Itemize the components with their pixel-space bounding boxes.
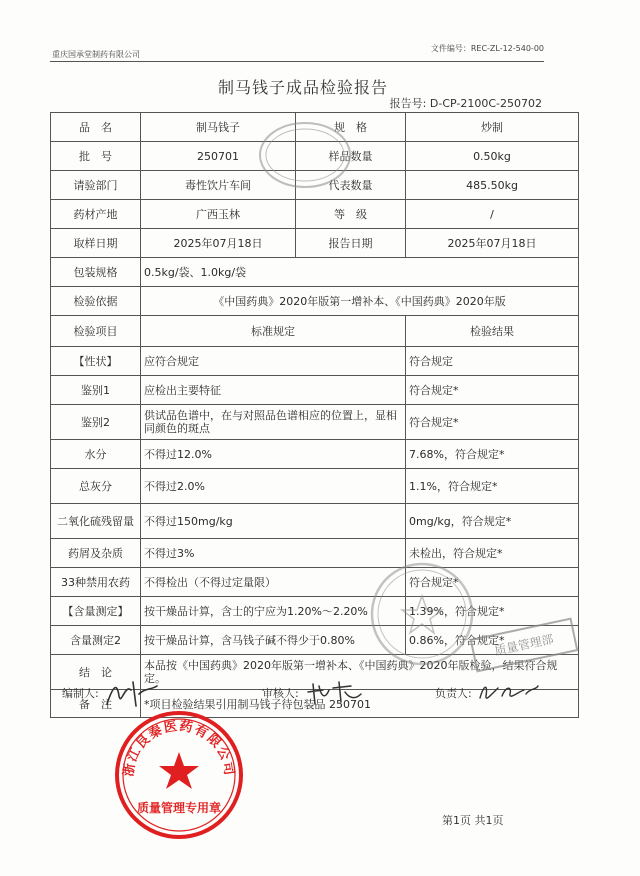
info-label: 取样日期 xyxy=(51,229,141,258)
info-value: 炒制 xyxy=(406,113,579,142)
seal-company-text: 浙江艮秦医药有限公司 xyxy=(121,719,237,778)
test-row xyxy=(51,504,579,539)
responsible-signature xyxy=(476,678,542,706)
test-row xyxy=(51,440,579,469)
info-value: 485.50kg xyxy=(406,171,579,200)
spec-label: 检验依据 xyxy=(51,287,141,316)
test-item: 含量测定2 xyxy=(51,626,141,655)
test-row xyxy=(51,376,579,405)
info-value: 250701 xyxy=(141,142,296,171)
tests-header-result: 检验结果 xyxy=(406,316,579,347)
test-standard: 不得过150mg/kg xyxy=(141,504,406,539)
faint-oval-stamp xyxy=(255,118,355,193)
company-name: 重庆国承堂制药有限公司 xyxy=(52,50,140,59)
test-item: 鉴别1 xyxy=(51,376,141,405)
info-value: / xyxy=(406,200,579,229)
test-standard: 按干燥品计算，含士的宁应为1.20%～2.20% xyxy=(141,597,406,626)
test-item: 【性状】 xyxy=(51,347,141,376)
faint-round-stamp xyxy=(368,560,476,668)
test-result: 7.68%，符合规定* xyxy=(406,440,579,469)
test-result: 0mg/kg，符合规定* xyxy=(406,504,579,539)
prepared-by-signature xyxy=(103,676,163,712)
conclusion-label: 结 论 xyxy=(51,655,141,690)
test-standard: 应符合规定 xyxy=(141,347,406,376)
test-result: 符合规定 xyxy=(406,347,579,376)
header-rule xyxy=(50,61,544,62)
test-item: 鉴别2 xyxy=(51,405,141,440)
info-label: 批 号 xyxy=(51,142,141,171)
test-standard: 按干燥品计算，含马钱子碱不得少于0.80% xyxy=(141,626,406,655)
info-label: 样品数量 xyxy=(296,142,406,171)
info-label: 等 级 xyxy=(296,200,406,229)
test-item: 33种禁用农药 xyxy=(51,568,141,597)
quality-dept-stamp: 质量管理部 xyxy=(470,618,579,673)
test-item: 【含量测定】 xyxy=(51,597,141,626)
star-icon xyxy=(159,752,199,789)
test-result: 符合规定* xyxy=(406,376,579,405)
test-row xyxy=(51,597,579,626)
test-standard: 应检出主要特征 xyxy=(141,376,406,405)
test-item: 药屑及杂质 xyxy=(51,539,141,568)
report-title: 制马钱子成品检验报告 xyxy=(217,78,388,97)
conclusion-text: 本品按《中国药典》2020年版第一增补本、《中国药典》2020年版检验，结果符合规定。 xyxy=(141,655,579,690)
test-row xyxy=(51,469,579,504)
test-result: 0.86%，符合规定* xyxy=(406,626,579,655)
test-item: 水分 xyxy=(51,440,141,469)
test-standard: 不得过3% xyxy=(141,539,406,568)
test-standard: 不得过2.0% xyxy=(141,469,406,504)
test-row xyxy=(51,539,579,568)
info-label: 药材产地 xyxy=(51,200,141,229)
info-label: 请验部门 xyxy=(51,171,141,200)
tests-header-standard: 标准规定 xyxy=(141,316,406,347)
test-item: 总灰分 xyxy=(51,469,141,504)
spec-value: 0.5kg/袋、1.0kg/袋 xyxy=(141,258,579,287)
prepared-by-label: 编制人: xyxy=(62,687,99,700)
report-number: 报告号: D-CP-2100C-250702 xyxy=(389,97,542,110)
remark-label: 备 注 xyxy=(51,690,141,718)
tests-header-row xyxy=(51,316,579,347)
test-result: 1.39%，符合规定* xyxy=(406,597,579,626)
info-value: 0.50kg xyxy=(406,142,579,171)
info-row xyxy=(51,200,579,229)
document-number: 文件编号：REC-ZL-12-540-00 xyxy=(430,44,544,53)
test-result: 符合规定* xyxy=(406,568,579,597)
spec-value: 《中国药典》2020年版第一增补本、《中国药典》2020年版 xyxy=(141,287,579,316)
responsible-label: 负责人: xyxy=(435,687,472,700)
spec-row xyxy=(51,258,579,287)
info-value: 广西玉林 xyxy=(141,200,296,229)
info-label: 代表数量 xyxy=(296,171,406,200)
test-row xyxy=(51,405,579,440)
info-row xyxy=(51,229,579,258)
info-label: 报告日期 xyxy=(296,229,406,258)
test-result: 未检出，符合规定* xyxy=(406,539,579,568)
info-label: 规 格 xyxy=(296,113,406,142)
reviewed-by-signature xyxy=(305,678,365,708)
test-row xyxy=(51,568,579,597)
info-value: 2025年07月18日 xyxy=(141,229,296,258)
spec-label: 包装规格 xyxy=(51,258,141,287)
seal-purpose-text: 质量管理专用章 xyxy=(136,801,222,815)
info-label: 品 名 xyxy=(51,113,141,142)
reviewed-by-label: 审核人: xyxy=(262,687,299,700)
test-result: 1.1%，符合规定* xyxy=(406,469,579,504)
test-standard: 供试品色谱中，在与对照品色谱相应的位置上，显相同颜色的斑点 xyxy=(141,405,406,440)
info-value: 2025年07月18日 xyxy=(406,229,579,258)
test-result: 符合规定* xyxy=(406,405,579,440)
info-value: 毒性饮片车间 xyxy=(141,171,296,200)
info-value: 制马钱子 xyxy=(141,113,296,142)
quality-seal xyxy=(112,708,246,842)
test-item: 二氧化硫残留量 xyxy=(51,504,141,539)
test-standard: 不得检出（不得过定量限） xyxy=(141,568,406,597)
spec-row xyxy=(51,287,579,316)
inspection-table xyxy=(50,112,579,718)
page-footer: 第1页 共1页 xyxy=(442,814,504,827)
remark-text: *项目检验结果引用制马钱子待包装品 250701 xyxy=(141,690,579,718)
test-row xyxy=(51,347,579,376)
test-standard: 不得过12.0% xyxy=(141,440,406,469)
tests-header-item: 检验项目 xyxy=(51,316,141,347)
